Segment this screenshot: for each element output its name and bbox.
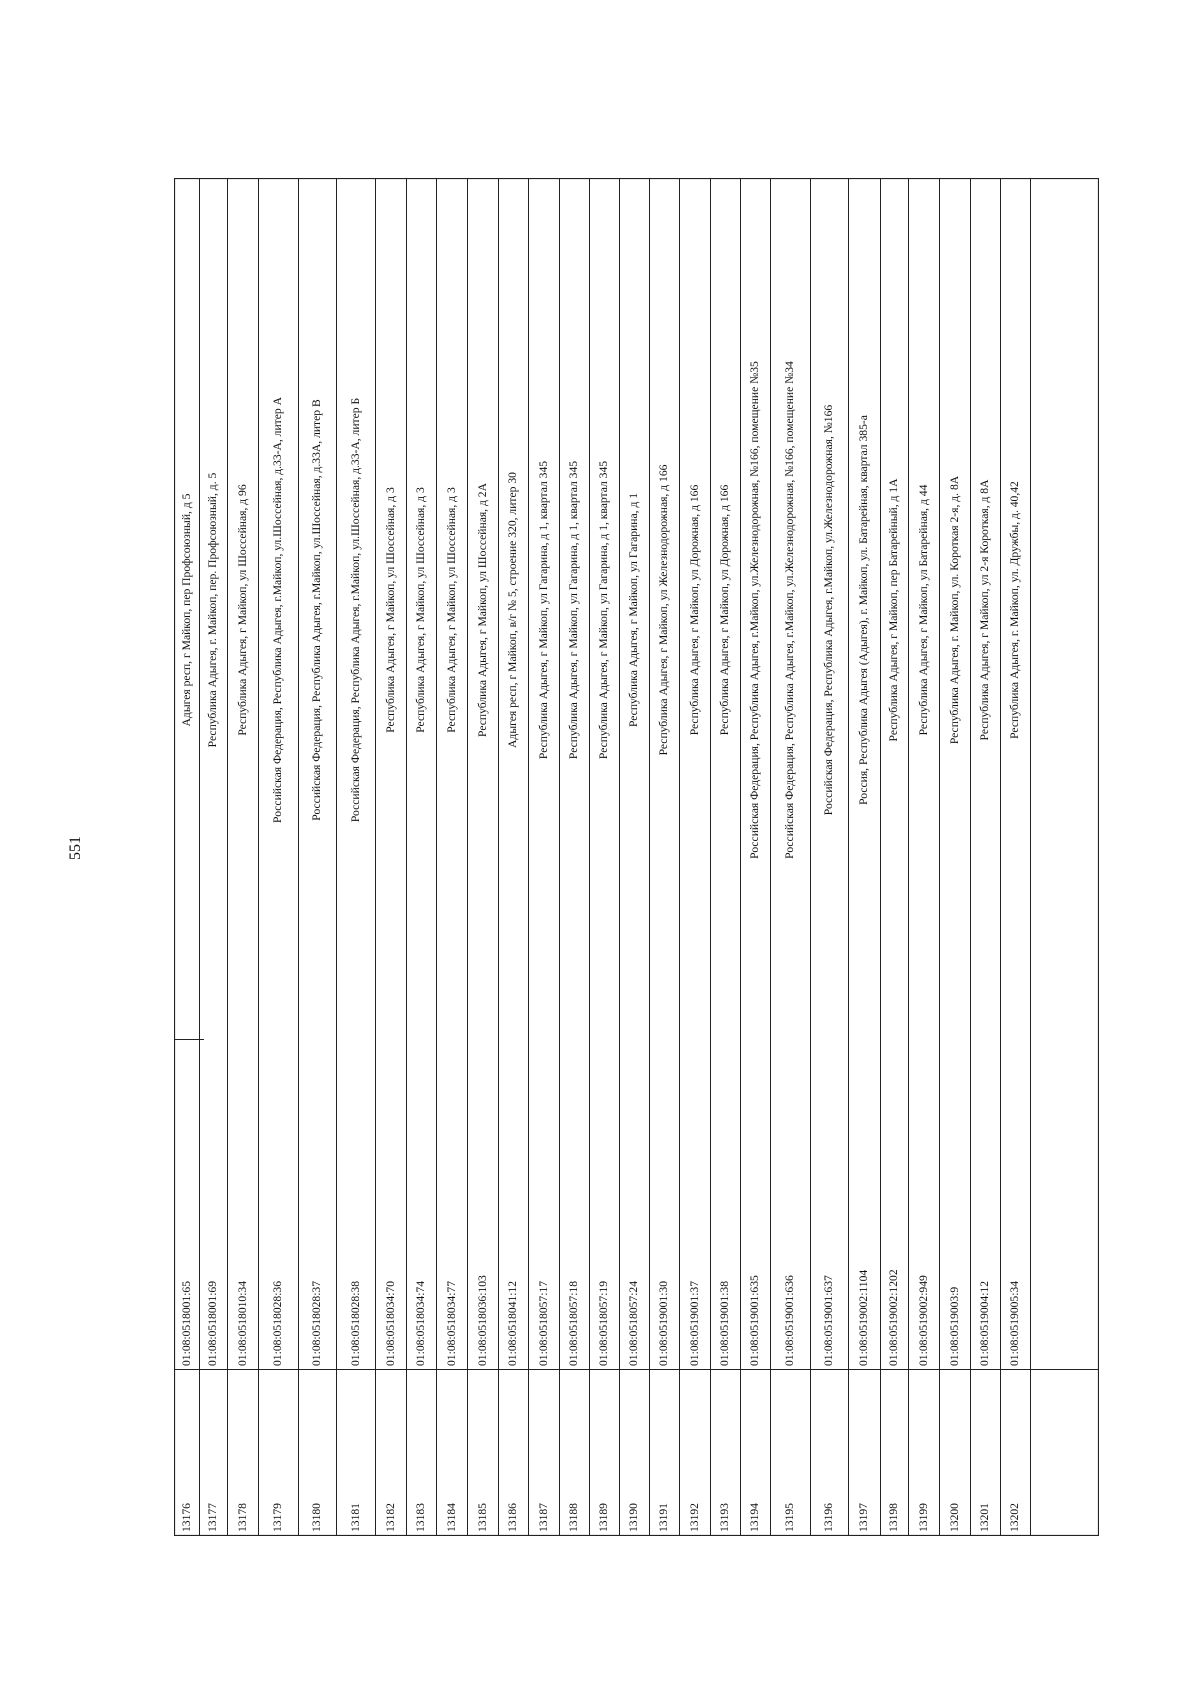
cadastral-number: 01:08:0519001:636 bbox=[783, 1275, 796, 1366]
row-number: 13190 bbox=[627, 1503, 640, 1532]
cadastral-number: 01:08:0519001:637 bbox=[822, 1275, 835, 1366]
row-number: 13177 bbox=[206, 1503, 219, 1532]
cadastral-number: 01:08:0518028:36 bbox=[271, 1280, 284, 1366]
cadastral-number: 01:08:0518034:77 bbox=[444, 1280, 458, 1366]
cadastral-number: 01:08:0518041:12 bbox=[506, 1280, 519, 1366]
address: Республика Адыгея, г Майкоп, ул Железнодорожная, д 166 bbox=[657, 464, 670, 756]
cadastral-number: 01:08:0518001:65 bbox=[179, 1280, 193, 1366]
row-number: 13195 bbox=[783, 1503, 796, 1532]
cadastral-number: 01:08:0519001:38 bbox=[718, 1280, 731, 1366]
row-number: 13199 bbox=[916, 1503, 930, 1532]
row-number: 13184 bbox=[444, 1503, 458, 1532]
row-number: 13191 bbox=[657, 1503, 670, 1532]
row-number: 13192 bbox=[687, 1503, 701, 1532]
address: Республика Адыгея, г Майкоп, ул Шоссейная, д 3 bbox=[414, 487, 427, 733]
cadastral-number: 01:08:0518057:24 bbox=[627, 1280, 640, 1366]
address: Республика Адыгея, г Майкоп, ул Гагарина, д 1, квартал 345 bbox=[567, 460, 580, 760]
cadastral-number: 01:08:0518057:19 bbox=[597, 1280, 610, 1366]
address: Российская Федерация, Республика Адыгея, г.Майкоп, ул.Шоссейная, д.33А, литер В bbox=[310, 399, 323, 821]
address: Республика Адыгея, г Майкоп, ул Гагарина, д 1, квартал 345 bbox=[597, 460, 610, 760]
address: Российская Федерация, Республика Адыгея, г.Майкоп, ул.Железнодорожная, №166 bbox=[822, 404, 835, 816]
address: Адыгея респ, г Майкоп, пер Профсоюзный, д 5 bbox=[179, 493, 193, 727]
cadastral-number: 01:08:0519001:635 bbox=[748, 1275, 761, 1366]
cadastral-number: 01:08:0519002:1202 bbox=[887, 1269, 900, 1366]
address: Республика Адыгея, г Майкоп, ул Батарейная, д 44 bbox=[916, 484, 930, 736]
row-number: 13198 bbox=[887, 1503, 900, 1532]
address: Республика Адыгея, г Майкоп, ул Шоссейная, д 3 bbox=[444, 487, 458, 733]
address: Россия, Республика Адыгея (Адыгея), г. Майкоп, ул. Батарейная, квартал 385-а bbox=[857, 415, 870, 805]
cadastral-number: 01:08:0518028:37 bbox=[310, 1280, 323, 1366]
row-number: 13196 bbox=[822, 1503, 835, 1532]
row-number: 13193 bbox=[718, 1503, 731, 1532]
address: Республика Адыгея, г. Майкоп, ул. Дружбы, д. 40,42 bbox=[1008, 481, 1021, 739]
row-number: 13200 bbox=[947, 1503, 961, 1532]
row-number: 13201 bbox=[978, 1503, 991, 1532]
address: Российская Федерация, Республика Адыгея, г.Майкоп, ул.Железнодорожная, №166, помещение №35 bbox=[748, 361, 761, 859]
address: Республика Адыгея, г Майкоп, ул Шоссейная, д 2А bbox=[475, 483, 489, 737]
cadastral-number: 01:08:0518057:17 bbox=[536, 1280, 550, 1366]
cadastral-table bbox=[174, 178, 1099, 1536]
cadastral-number: 01:08:0519001:30 bbox=[657, 1280, 670, 1366]
row-number: 13187 bbox=[536, 1503, 550, 1532]
cadastral-number: 01:08:0518034:74 bbox=[414, 1280, 427, 1366]
row-number: 13186 bbox=[506, 1503, 519, 1532]
address: Республика Адыгея, г Майкоп, пер Батарейный, д 1А bbox=[887, 478, 900, 742]
row-number: 13183 bbox=[414, 1503, 427, 1532]
row-number: 13202 bbox=[1008, 1503, 1021, 1532]
row-number: 13182 bbox=[383, 1503, 397, 1532]
row-number: 13197 bbox=[857, 1503, 870, 1532]
address: Республика Адыгея, г Майкоп, ул 2-я Короткая, д 8А bbox=[978, 479, 991, 741]
cadastral-number: 01:08:0518010:34 bbox=[235, 1280, 249, 1366]
address: Российская Федерация, Республика Адыгея, г.Майкоп, ул.Железнодорожная, №166, помещение №34 bbox=[783, 361, 796, 859]
address: Республика Адыгея, г. Майкоп, ул. Короткая 2-я, д. 8А bbox=[947, 475, 961, 745]
cadastral-number: 01:08:0519002:949 bbox=[916, 1275, 930, 1366]
cadastral-number: 01:08:0518028:38 bbox=[348, 1280, 362, 1366]
cadastral-number: 01:08:0519003:9 bbox=[947, 1286, 961, 1366]
cadastral-number: 01:08:0519004:12 bbox=[978, 1280, 991, 1366]
address: Республика Адыгея, г Майкоп, ул Шоссейная, д 3 bbox=[383, 487, 397, 733]
cadastral-number: 01:08:0518036:103 bbox=[475, 1275, 489, 1366]
cadastral-number: 01:08:0518057:18 bbox=[567, 1280, 580, 1366]
address: Республика Адыгея, г Майкоп, ул Гагарина, д 1 bbox=[627, 492, 640, 728]
row-number: 13189 bbox=[597, 1503, 610, 1532]
row-number: 13181 bbox=[348, 1503, 362, 1532]
cadastral-number: 01:08:0519001:37 bbox=[687, 1280, 701, 1366]
address: Республика Адыгея, г Майкоп, ул Дорожная, д 166 bbox=[687, 484, 701, 736]
cadastral-number: 01:08:0519005:34 bbox=[1008, 1280, 1021, 1366]
address: Республика Адыгея, г Майкоп, ул Шоссейная, д 96 bbox=[235, 484, 249, 736]
row-number: 13194 bbox=[748, 1503, 761, 1532]
row-number: 13180 bbox=[310, 1503, 323, 1532]
row-number: 13179 bbox=[271, 1503, 284, 1532]
row-number: 13185 bbox=[475, 1503, 489, 1532]
address: Российская Федерация, Республика Адыгея, г.Майкоп, ул.Шоссейная, д.33-А, литер А bbox=[271, 397, 284, 823]
address: Республика Адыгея, г. Майкоп, пер. Профсоюзный, д. 5 bbox=[206, 472, 219, 748]
cadastral-number: 01:08:0519002:1104 bbox=[857, 1269, 870, 1366]
row-number: 13188 bbox=[567, 1503, 580, 1532]
address: Российская Федерация, Республика Адыгея, г.Майкоп, ул.Шоссейная, д.33-А, литер Б bbox=[348, 397, 362, 823]
cadastral-number: 01:08:0518034:70 bbox=[383, 1280, 397, 1366]
address: Республика Адыгея, г Майкоп, ул Гагарина, д 1, квартал 345 bbox=[536, 460, 550, 760]
address: Адыгея респ, г Майкоп, в/г № 5, строение 320, литер 30 bbox=[506, 472, 519, 748]
address: Республика Адыгея, г Майкоп, ул Дорожная, д 166 bbox=[718, 484, 731, 736]
row-number: 13176 bbox=[179, 1503, 193, 1532]
cadastral-number: 01:08:0518001:69 bbox=[206, 1280, 219, 1366]
row-number: 13178 bbox=[235, 1503, 249, 1532]
page-number: 551 bbox=[67, 836, 84, 860]
